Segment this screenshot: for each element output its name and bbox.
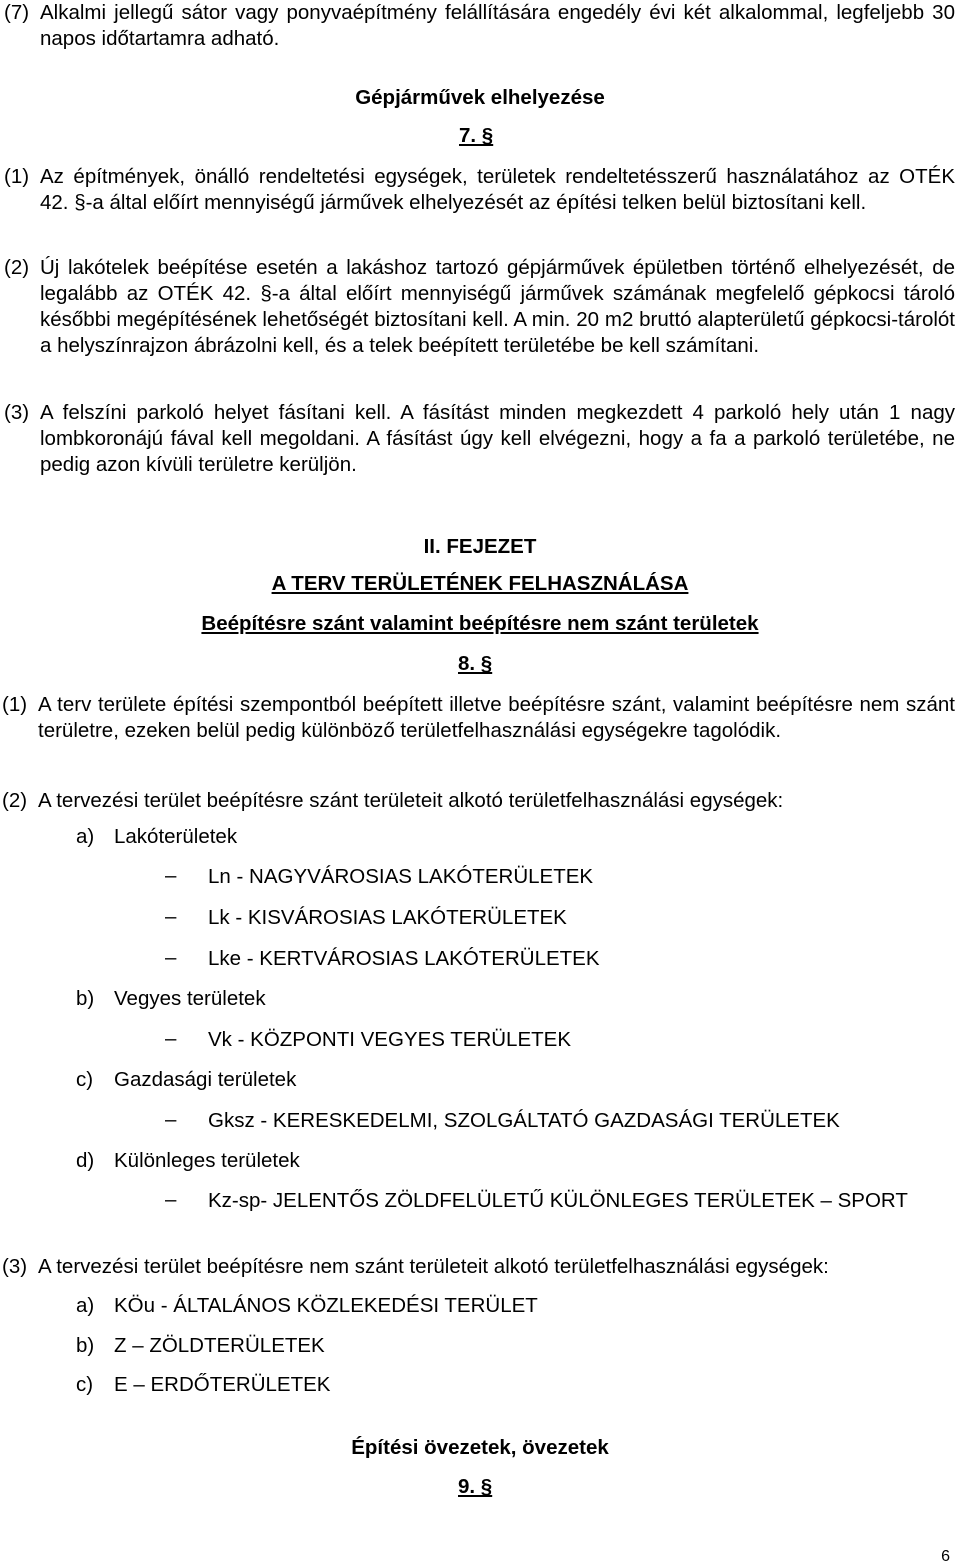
paragraph-text: A tervezési terület beépítésre szánt területeit alkotó területfelhasználási egységek:	[38, 789, 784, 812]
paragraph-text: Új lakótelek beépítése esetén a lakáshoz tartozó gépjárművek épületben történő elhelyezését, de legalább az OTÉK 42. §-a által előírt mennyiségű járművek számának megfelelő gépkocsi tároló későbbi megépítésének lehetőségét biztosítani kell. A min. 20 m2 bruttó alapterületű gépkocsi-tárolót a helyszínrajzon ábrázolni kell, és a telek beépített területébe be kell számítani.	[40, 256, 955, 357]
paragraph-text: A terv területe építési szempontból beépített illetve beépítésre szánt, valamint beépítésre nem szánt területre, ezeken belül pedig különböző területfelhasználási egységekre tagolódik.	[38, 693, 955, 742]
paragraph-number: (2)	[2, 789, 28, 812]
sub-item-ln: Ln - NAGYVÁROSIAS LAKÓTERÜLETEK	[208, 865, 594, 888]
paragraph-text: Alkalmi jellegű sátor vagy ponyvaépítmény felállítására engedély évi két alkalommal, legfeljebb 30 napos időtartamra adható.	[40, 1, 955, 50]
list-item-text: Vegyes területek	[114, 987, 266, 1010]
section-7-title: 7. §	[459, 124, 494, 147]
list-item-text: Lakóterületek	[114, 825, 238, 848]
dash-bullet: –	[165, 1108, 177, 1131]
list-item-label: b)	[76, 1334, 95, 1357]
list-item-text: Z – ZÖLDTERÜLETEK	[114, 1334, 325, 1357]
paragraph-text: Az építmények, önálló rendeltetési egységek, területek rendeltetésszerű használatához az OTÉK 42. §-a által előírt mennyiségű járművek elhelyezését az építési telken belül biztosítani kell.	[40, 165, 955, 214]
list-item-text: Gazdasági területek	[114, 1068, 297, 1091]
section-8-title: 8. §	[458, 652, 493, 675]
list-item-label: c)	[76, 1068, 94, 1091]
dash-bullet: –	[165, 905, 177, 928]
sub-item-lke: Lke - KERTVÁROSIAS LAKÓTERÜLETEK	[208, 947, 600, 970]
paragraph-text: A tervezési terület beépítésre nem szánt területeit alkotó területfelhasználási egységek:	[38, 1255, 829, 1278]
paragraph-text: A felszíni parkoló helyet fásítani kell. A fásítást minden megkezdett 4 parkoló hely után 1 nagy lombkoronájú fával kell megoldani. A fásítást úgy kell elvégezni, hogy a fa a parkoló területébe, ne pedig azon kívüli területre kerüljön.	[40, 401, 955, 476]
paragraph-number: (3)	[2, 1255, 28, 1278]
dash-bullet: –	[165, 1027, 177, 1050]
sub-item-gksz: Gksz - KERESKEDELMI, SZOLGÁLTATÓ GAZDASÁGI TERÜLETEK	[208, 1109, 840, 1132]
page-number: 6	[941, 1548, 950, 1565]
list-item-text: E – ERDŐTERÜLETEK	[114, 1373, 331, 1396]
s7-paragraph-2	[4, 255, 955, 359]
s8-paragraph-3	[2, 1254, 955, 1280]
list-item-label: a)	[76, 1294, 95, 1317]
list-item-text: Különleges területek	[114, 1149, 300, 1172]
sub-item-kzsp: Kz-sp- JELENTŐS ZÖLDFELÜLETŰ KÜLÖNLEGES TERÜLETEK – SPORT	[208, 1189, 908, 1212]
s7-paragraph-1	[4, 164, 955, 216]
sub-item-vk: Vk - KÖZPONTI VEGYES TERÜLETEK	[208, 1028, 572, 1051]
dash-bullet: –	[165, 1188, 177, 1211]
dash-bullet: –	[165, 946, 177, 969]
heading-epitesi-ovezetek: Építési övezetek, övezetek	[351, 1436, 609, 1459]
s8-paragraph-2	[2, 788, 955, 814]
paragraph-number: (2)	[4, 256, 30, 279]
chapter-title: A TERV TERÜLETÉNEK FELHASZNÁLÁSA	[271, 572, 689, 595]
paragraph-7	[4, 0, 955, 52]
s8-paragraph-1	[2, 692, 955, 744]
heading-gepjarmuvek: Gépjárművek elhelyezése	[355, 86, 605, 109]
s7-paragraph-3	[4, 400, 955, 478]
chapter-subtitle: Beépítésre szánt valamint beépítésre nem szánt területek	[201, 612, 759, 635]
list-item-label: d)	[76, 1149, 95, 1172]
paragraph-number: (3)	[4, 401, 30, 424]
paragraph-number: (1)	[2, 693, 28, 716]
section-9-title: 9. §	[458, 1475, 493, 1498]
list-item-label: c)	[76, 1373, 94, 1396]
list-item-label: a)	[76, 825, 95, 848]
list-item-text: KÖu - ÁLTALÁNOS KÖZLEKEDÉSI TERÜLET	[114, 1294, 538, 1317]
paragraph-number: (7)	[4, 1, 30, 24]
dash-bullet: –	[165, 864, 177, 887]
paragraph-number: (1)	[4, 165, 30, 188]
list-item-label: b)	[76, 987, 95, 1010]
chapter-number: II. FEJEZET	[423, 535, 537, 558]
sub-item-lk: Lk - KISVÁROSIAS LAKÓTERÜLETEK	[208, 906, 567, 929]
